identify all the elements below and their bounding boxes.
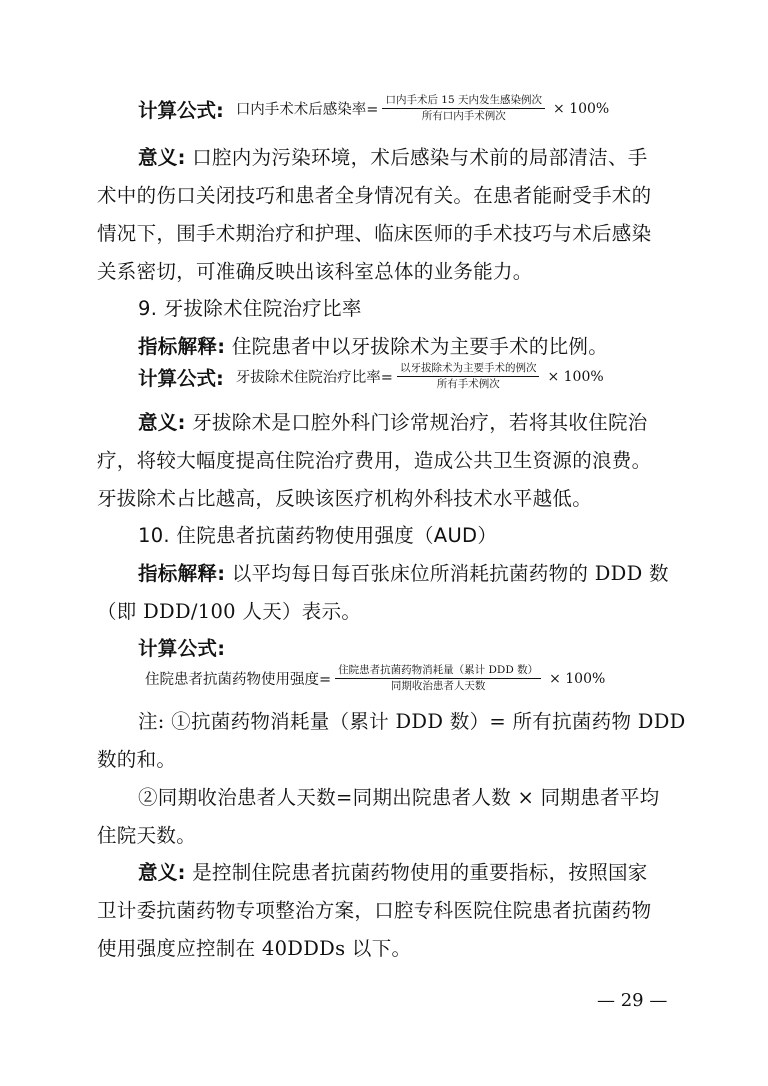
meaning-paragraph-line: 情况下，围手术期治疗和护理、临床医师的手术技巧与术后感染	[97, 222, 652, 245]
meaning-text: 是控制住院患者抗菌药物使用的重要指标，按照国家	[192, 861, 648, 884]
formula-numerator: 住院患者抗菌药物消耗量（累计 DDD 数）	[335, 664, 541, 679]
formula-multiplier: × 100%	[549, 670, 606, 687]
formula-denominator: 所有口内手术例次	[421, 110, 506, 122]
meaning-text: 口腔内为污染环境，术后感染与术前的局部清洁、手	[192, 146, 648, 169]
formula-name: 牙拔除术住院治疗比率=	[235, 370, 393, 386]
definition-text: 以平均每日每百张床位所消耗抗菌药物的 DDD 数	[231, 562, 669, 585]
formula-denominator: 同期收治患者人天数	[390, 680, 486, 692]
meaning-label: 意义:	[138, 146, 186, 169]
formula-postop-infection	[138, 94, 609, 123]
meaning-paragraph-line: 关系密切，可准确反映出该科室总体的业务能力。	[97, 260, 533, 283]
definition-text: 住院患者中以牙拔除术为主要手术的比例。	[231, 335, 609, 358]
meaning-label: 意义:	[138, 411, 186, 434]
formula-fraction	[335, 664, 541, 693]
formula-label: 计算公式:	[138, 637, 226, 660]
formula-numerator: 口内手术后 15 天内发生感染例次	[382, 94, 545, 109]
section-heading: 10. 住院患者抗菌药物使用强度（AUD）	[138, 524, 498, 547]
note-line: 注: ①抗菌药物消耗量（累计 DDD 数）= 所有抗菌药物 DDD	[138, 710, 686, 733]
formula-name: 住院患者抗菌药物使用强度=	[145, 672, 332, 688]
formula-multiplier: × 100%	[553, 100, 610, 117]
definition-line: （即 DDD/100 人天）表示。	[97, 600, 362, 623]
meaning-paragraph-line: 牙拔除术占比越高，反映该医疗机构外科技术水平越低。	[97, 487, 593, 510]
formula-denominator: 所有手术例次	[436, 378, 500, 390]
meaning-paragraph-line	[138, 411, 718, 435]
meaning-paragraph-line	[138, 861, 718, 885]
formula-antibiotic-intensity	[145, 664, 605, 693]
page-number: — 29 —	[597, 990, 668, 1011]
meaning-text: 牙拔除术是口腔外科门诊常规治疗，若将其收住院治	[192, 411, 648, 434]
meaning-label: 意义:	[138, 861, 186, 884]
formula-numerator: 以牙拔除术为主要手术的例次	[397, 362, 540, 377]
formula-fraction	[397, 362, 540, 391]
meaning-paragraph-line: 疗，将较大幅度提高住院治疗费用，造成公共卫生资源的浪费。	[97, 449, 652, 472]
definition-line	[138, 335, 718, 359]
formula-label: 计算公式:	[138, 98, 224, 122]
note-line: ②同期收治患者人天数=同期出院患者人数 × 同期患者平均	[138, 786, 660, 809]
meaning-paragraph-line: 卫计委抗菌药物专项整治方案，口腔专科医院住院患者抗菌药物	[97, 899, 652, 922]
note-line: 数的和。	[97, 748, 177, 771]
definition-line	[138, 562, 718, 586]
meaning-paragraph-line	[138, 146, 718, 170]
formula-extraction-ratio	[138, 362, 604, 391]
definition-label: 指标解释:	[138, 562, 226, 585]
section-heading: 9. 牙拔除术住院治疗比率	[138, 297, 362, 320]
note-line: 住院天数。	[97, 824, 197, 847]
definition-label: 指标解释:	[138, 335, 226, 358]
formula-multiplier: × 100%	[547, 368, 604, 385]
meaning-paragraph-line: 使用强度应控制在 40DDDs 以下。	[97, 937, 412, 960]
formula-name: 口内手术术后感染率=	[235, 102, 379, 118]
formula-label: 计算公式:	[138, 366, 224, 390]
formula-fraction	[382, 94, 545, 123]
meaning-paragraph-line: 术中的伤口关闭技巧和患者全身情况有关。在患者能耐受手术的	[97, 184, 652, 207]
